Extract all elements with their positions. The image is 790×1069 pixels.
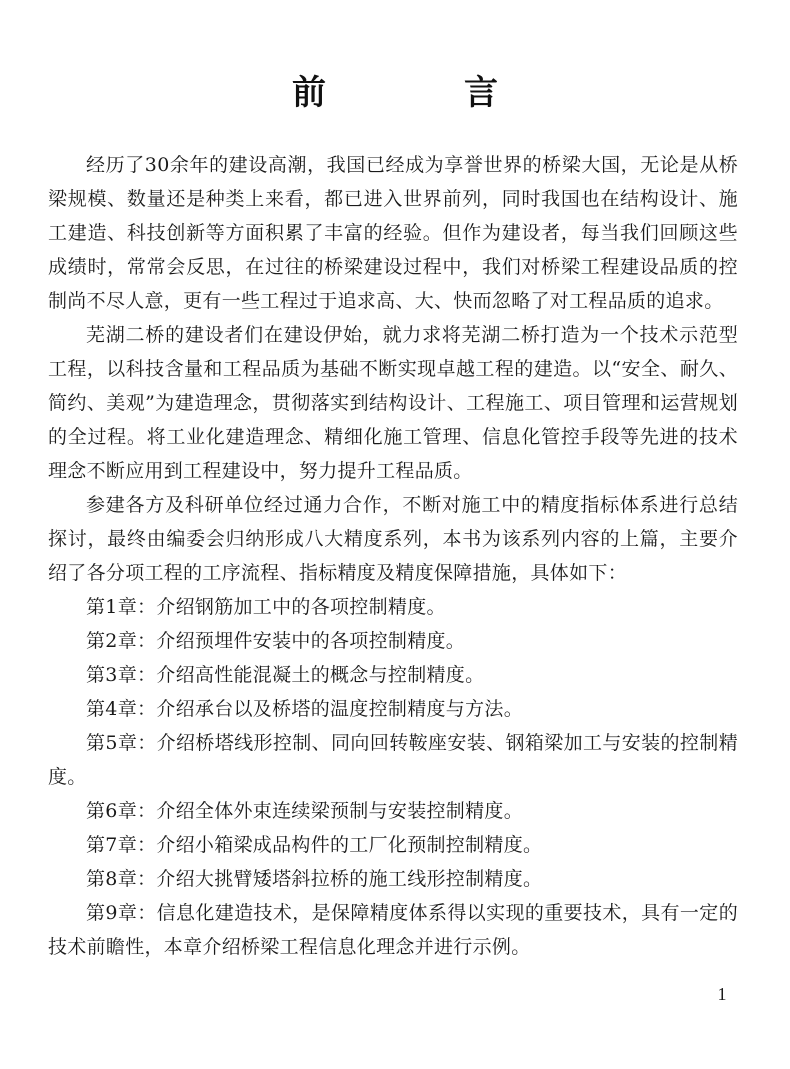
chapter-item: 第6章：介绍全体外束连续梁预制与安装控制精度。 [86,800,523,822]
paragraph: 经历了30余年的建设高潮，我国已经成为享誉世界的桥梁大国，无论是从桥梁规模、数量还是种类上来看，都已进入世界前列，同时我国也在结构设计、施工建造、科技创新等方面积累了丰富的经验。但作为建设者，每当我们回顾这些成绩时，常常会反思，在过往的桥梁建设过程中，我们对桥梁工程建设品质的控制尚不尽人意，更有一些工程过于追求高、大、快而忽略了对工程品质的追求。 [48,154,738,312]
body-text [48,148,738,964]
chapter-item: 第3章：介绍高性能混凝土的概念与控制精度。 [86,664,485,686]
page-title: 前 言 [292,73,550,113]
chapter-item: 第8章：介绍大挑臂矮塔斜拉桥的施工线形控制精度。 [86,868,543,890]
chapter-item: 第9章：信息化建造技术，是保障精度体系得以实现的重要技术，具有一定的技术前瞻性，本章介绍桥梁工程信息化理念并进行示例。 [48,902,738,958]
page-number: 1 [717,984,727,1004]
chapter-item: 第7章：介绍小箱梁成品构件的工厂化预制控制精度。 [86,834,543,856]
chapter-item: 第5章：介绍桥塔线形控制、同向回转鞍座安装、钢箱梁加工与安装的控制精度。 [48,732,738,788]
chapter-item: 第2章：介绍预埋件安装中的各项控制精度。 [86,630,466,652]
paragraph: 芜湖二桥的建设者们在建设伊始，就力求将芜湖二桥打造为一个技术示范型工程，以科技含量和工程品质为基础不断实现卓越工程的建造。以“安全、耐久、简约、美观”为建造理念，贯彻落实到结构设计、工程施工、项目管理和运营规划的全过程。将工业化建造理念、精细化施工管理、信息化管控手段等先进的技术理念不断应用到工程建设中，努力提升工程品质。 [48,324,738,482]
chapter-item: 第4章：介绍承台以及桥塔的温度控制精度与方法。 [86,698,523,720]
paragraph: 参建各方及科研单位经过通力合作，不断对施工中的精度指标体系进行总结探讨，最终由编委会归纳形成八大精度系列，本书为该系列内容的上篇，主要介绍了各分项工程的工序流程、指标精度及精度保障措施，具体如下： [48,494,738,584]
chapter-item: 第1章：介绍钢筋加工中的各项控制精度。 [86,596,446,618]
